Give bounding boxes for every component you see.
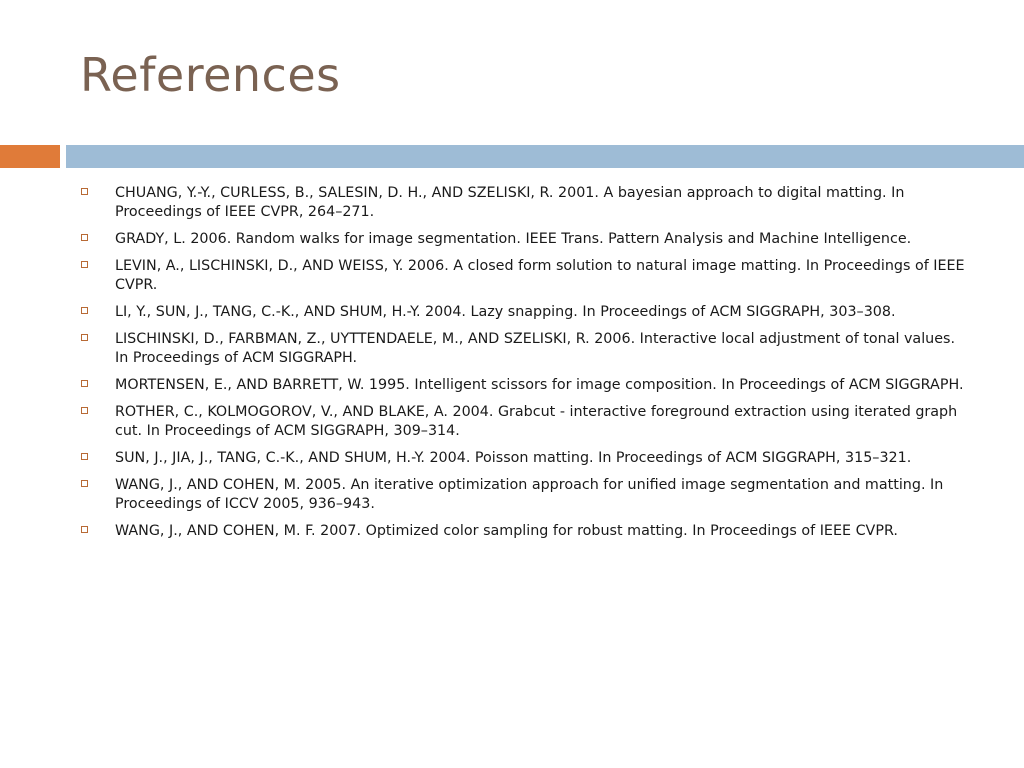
square-bullet-icon [81,407,88,414]
reference-item [80,230,970,249]
reference-item [80,184,970,222]
reference-text: LISCHINSKI, D., FARBMAN, Z., UYTTENDAELE, M., AND SZELISKI, R. 2006. Interactive local adjustment of tonal values. In Proceedings of ACM SIGGRAPH. [115,331,956,366]
reference-text: LI, Y., SUN, J., TANG, C.-K., AND SHUM, H.-Y. 2004. Lazy snapping. In Proceedings of ACM SIGGRAPH, 303–308. [115,304,896,320]
reference-text: SUN, J., JIA, J., TANG, C.-K., AND SHUM, H.-Y. 2004. Poisson matting. In Proceedings of ACM SIGGRAPH, 315–321. [115,450,912,466]
reference-text: WANG, J., AND COHEN, M. 2005. An iterative optimization approach for unified image segmentation and matting. In Proceedings of ICCV 2005, 936–943. [115,477,944,512]
reference-item [80,303,970,322]
reference-item [80,376,970,395]
square-bullet-icon [81,188,88,195]
reference-text: ROTHER, C., KOLMOGOROV, V., AND BLAKE, A. 2004. Grabcut - interactive foreground extraction using iterated graph cut. In Proceedings of ACM SIGGRAPH, 309–314. [115,404,958,439]
square-bullet-icon [81,234,88,241]
reference-item [80,330,970,368]
reference-text: GRADY, L. 2006. Random walks for image segmentation. IEEE Trans. Pattern Analysis and Machine Intelligence. [115,231,912,247]
square-bullet-icon [81,453,88,460]
square-bullet-icon [81,307,88,314]
slide-title: References [80,48,341,102]
reference-item [80,476,970,514]
accent-bar-blue [66,145,1024,168]
square-bullet-icon [81,480,88,487]
reference-item [80,522,970,541]
square-bullet-icon [81,526,88,533]
reference-item [80,403,970,441]
reference-text: WANG, J., AND COHEN, M. F. 2007. Optimized color sampling for robust matting. In Proceedings of IEEE CVPR. [115,523,898,539]
reference-list [80,184,970,549]
accent-bar-orange [0,145,60,168]
reference-text: LEVIN, A., LISCHINSKI, D., AND WEISS, Y. 2006. A closed form solution to natural image matting. In Proceedings of IEEE CVPR. [115,258,965,293]
square-bullet-icon [81,334,88,341]
reference-text: CHUANG, Y.-Y., CURLESS, B., SALESIN, D. H., AND SZELISKI, R. 2001. A bayesian approach to digital matting. In Proceedings of IEEE CVPR, 264–271. [115,185,905,220]
square-bullet-icon [81,261,88,268]
reference-text: MORTENSEN, E., AND BARRETT, W. 1995. Intelligent scissors for image composition. In Proceedings of ACM SIGGRAPH. [115,377,964,393]
reference-item [80,257,970,295]
square-bullet-icon [81,380,88,387]
reference-item [80,449,970,468]
